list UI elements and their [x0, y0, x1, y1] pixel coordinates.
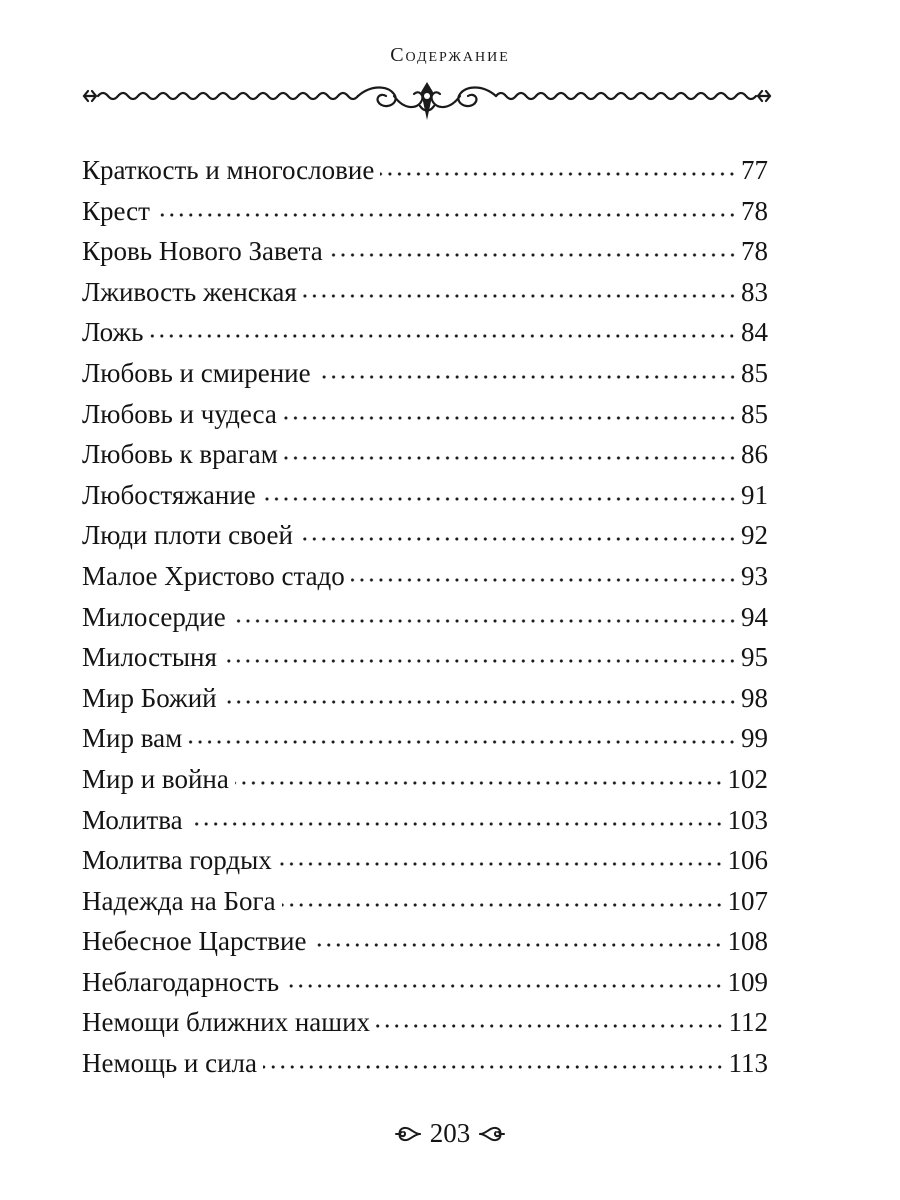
toc-entry: [82, 150, 768, 191]
toc-entry-title: Надежда на Бога: [82, 885, 276, 916]
toc-entry-page-number: 106: [727, 845, 768, 876]
table-of-contents: [82, 150, 768, 1084]
toc-entry: [82, 840, 768, 881]
dot-leader: [351, 578, 737, 582]
fleuron-left-icon: [394, 1123, 422, 1145]
toc-entry-page-number: 86: [741, 439, 768, 470]
dot-leader: [149, 334, 737, 338]
dot-leader: [235, 781, 724, 785]
toc-entry-page-number: 98: [741, 682, 768, 713]
toc-entry-page-number: 107: [727, 885, 768, 916]
toc-entry: [82, 718, 768, 759]
toc-entry: [82, 515, 768, 556]
toc-entry-title: Мир и война: [82, 763, 229, 794]
toc-entry-page-number: 102: [727, 763, 768, 794]
fleuron-right-icon: [478, 1123, 506, 1145]
toc-entry-page-number: 99: [741, 723, 768, 754]
toc-entry-title: Немощи ближних наших: [82, 1007, 371, 1038]
toc-entry: [82, 678, 768, 719]
dot-leader: [303, 294, 737, 298]
toc-entry-title: Любовь к врагам: [82, 439, 278, 470]
toc-entry-title: Краткость и многословие: [82, 155, 375, 185]
dot-leader: [278, 862, 724, 866]
dot-leader: [299, 537, 737, 541]
toc-entry-title: Любостяжание: [82, 479, 256, 510]
toc-entry: [82, 394, 768, 435]
toc-entry-title: Лживость женская: [82, 276, 297, 307]
toc-entry: [82, 556, 768, 597]
scroll-ornament-icon: [82, 80, 772, 124]
dot-leader: [189, 822, 724, 826]
toc-entry: [82, 312, 768, 353]
dot-leader: [232, 619, 737, 623]
toc-entry-title: Неблагодарность: [82, 966, 280, 997]
toc-entry: [82, 434, 768, 475]
toc-entry-title: Крест: [82, 195, 150, 226]
toc-entry-page-number: 85: [741, 398, 768, 429]
toc-entry: [82, 353, 768, 394]
toc-entry: [82, 962, 768, 1003]
toc-entry-page-number: 78: [741, 195, 768, 226]
toc-entry-page-number: 77: [741, 155, 768, 185]
dot-leader: [285, 984, 723, 988]
dot-leader: [317, 375, 737, 379]
toc-entry: [82, 475, 768, 516]
toc-entry: [82, 800, 768, 841]
toc-entry-page-number: 85: [741, 357, 768, 388]
running-title: Содержание: [390, 44, 510, 66]
toc-entry: [82, 1002, 768, 1043]
toc-entry-title: Молитва: [82, 804, 183, 835]
toc-entry-title: Милостыня: [82, 642, 217, 673]
toc-entry-page-number: 108: [727, 926, 768, 957]
page-number: 203: [429, 1118, 471, 1148]
dot-leader: [329, 253, 737, 257]
toc-entry-title: Люди плоти своей: [82, 520, 293, 551]
toc-entry-title: Малое Христово стадо: [82, 560, 345, 591]
dot-leader: [376, 1024, 724, 1028]
toc-entry-page-number: 78: [741, 236, 768, 267]
toc-entry: [82, 1043, 768, 1084]
toc-entry: [82, 191, 768, 232]
toc-entry-title: Мир Божий: [82, 682, 217, 713]
toc-entry-page-number: 113: [728, 1048, 768, 1079]
toc-entry-title: Молитва гордых: [82, 845, 272, 876]
dot-leader: [312, 943, 723, 947]
toc-entry-title: Любовь и смирение: [82, 357, 311, 388]
toc-entry: [82, 921, 768, 962]
toc-entry-title: Небесное Царствие: [82, 926, 307, 957]
toc-entry-page-number: 93: [741, 560, 768, 591]
dot-leader: [283, 416, 737, 420]
toc-entry-title: Мир вам: [82, 723, 183, 754]
toc-entry-title: Любовь и чудеса: [82, 398, 277, 429]
toc-entry: [82, 637, 768, 678]
dot-leader: [223, 700, 737, 704]
toc-entry: [82, 597, 768, 638]
toc-entry-title: Милосердие: [82, 601, 226, 632]
dot-leader: [223, 659, 737, 663]
dot-leader: [188, 740, 737, 744]
toc-entry-page-number: 92: [741, 520, 768, 551]
dot-leader: [156, 213, 737, 217]
toc-entry-page-number: 94: [741, 601, 768, 632]
dot-leader: [262, 497, 737, 501]
toc-entry: [82, 231, 768, 272]
dot-leader: [263, 1065, 724, 1069]
dot-leader: [284, 456, 737, 460]
toc-entry: [82, 881, 768, 922]
toc-entry-page-number: 84: [741, 317, 768, 348]
toc-entry-page-number: 103: [727, 804, 768, 835]
page-footer: [0, 1118, 900, 1149]
dot-leader: [380, 172, 737, 176]
toc-entry-title: Ложь: [82, 317, 144, 348]
toc-entry: [82, 272, 768, 313]
toc-entry-page-number: 91: [741, 479, 768, 510]
dot-leader: [282, 903, 724, 907]
toc-entry-page-number: 109: [727, 966, 768, 997]
toc-entry-title: Кровь Нового Завета: [82, 236, 323, 267]
toc-entry-page-number: 112: [728, 1007, 768, 1038]
toc-entry: [82, 759, 768, 800]
toc-entry-page-number: 83: [741, 276, 768, 307]
toc-entry-title: Немощь и сила: [82, 1048, 258, 1079]
toc-entry-page-number: 95: [741, 642, 768, 673]
